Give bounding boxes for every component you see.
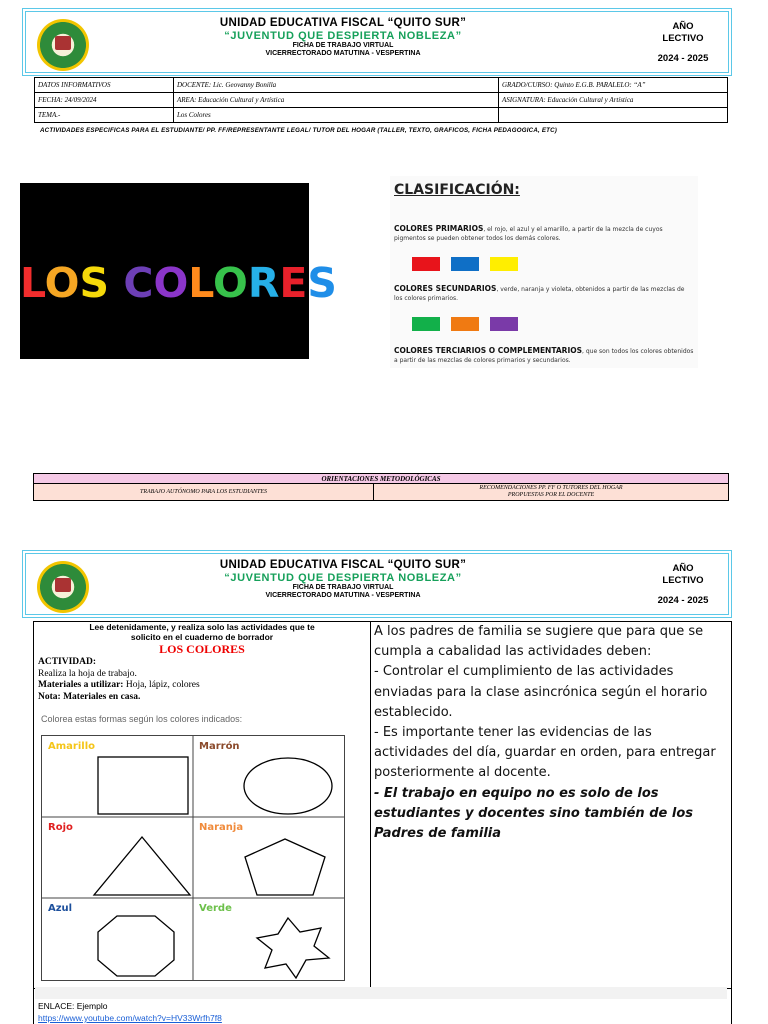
coloring-instruction: Colorea estas formas según los colores indicados: (41, 714, 243, 724)
activity-section (33, 621, 732, 989)
parent-recommendations (374, 622, 726, 844)
docente: DOCENTE: Lic. Geovanny Bonilla (174, 78, 499, 93)
banner-letter: S (307, 259, 337, 307)
link-header-bar (35, 987, 727, 999)
swatch-green (412, 317, 440, 331)
year-label-1: AÑO (672, 21, 694, 32)
banner-letter: S (79, 259, 110, 307)
recomendaciones-line-2: PROPUESTAS POR EL DOCENTE (507, 492, 595, 498)
school-motto: “JUVENTUD QUE DESPIERTA NOBLEZA” (224, 572, 462, 584)
link-label: ENLACE: Ejemplo (38, 1001, 108, 1011)
banner-letter: C (123, 259, 154, 307)
activity-title: LOS COLORES (159, 642, 245, 656)
nota: Nota: Materiales en casa. (38, 691, 141, 702)
orientaciones-title: ORIENTACIONES METODOLÓGICAS (34, 474, 729, 484)
info-table (34, 77, 728, 123)
secondary-colors-heading: COLORES SECUNDARIOS (394, 284, 497, 293)
shape-label: Amarillo (48, 741, 95, 752)
year-label-2: LECTIVO (662, 575, 704, 586)
tertiary-colors-desc: , que son todos los colores obtenidos a partir de las mezclas de colores primarios y secundarios. (394, 348, 694, 364)
recomendaciones-line-1: RECOMENDACIONES PP. FF O TUTORES DEL HOGAR (479, 485, 623, 491)
banner-letter: R (247, 259, 280, 307)
school-year: 2024 - 2025 (657, 53, 709, 64)
year-label-2: LECTIVO (662, 33, 704, 44)
link-section (33, 987, 732, 1024)
square-shape-icon (42, 736, 193, 817)
shape-label: Azul (48, 903, 73, 914)
school-year-box (653, 563, 713, 607)
triangle-shape-icon (42, 817, 193, 898)
school-header (22, 8, 732, 76)
shape-cell-star (193, 898, 344, 979)
activity-details (38, 657, 358, 703)
recomendaciones (374, 484, 729, 501)
shape-cell-square (42, 736, 193, 817)
actividad-text: Realiza la hoja de trabajo. (38, 668, 137, 679)
year-label-1: AÑO (672, 563, 694, 574)
school-logo-icon (37, 561, 89, 613)
colors-banner-title (20, 259, 337, 307)
swatch-orange (451, 317, 479, 331)
banner-letter (109, 259, 123, 307)
tertiary-colors-text (394, 346, 694, 365)
datos-informativos: DATOS INFORMATIVOS (35, 78, 174, 93)
tertiary-colors-heading: COLORES TERCIARIOS O COMPLEMENTARIOS (394, 346, 583, 355)
recommendation-intro: A los padres de familia se sugiere que para que se cumpla a cabalidad las actividades deben: (374, 624, 704, 660)
orientaciones-table (33, 473, 729, 501)
recommendation-3: - El trabajo en equipo no es solo de los estudiantes y docentes sino también de los Padres de familia (374, 785, 693, 842)
empty-cell (499, 108, 728, 123)
school-header-2 (22, 550, 732, 618)
materiales-text: Hoja, lápiz, colores (123, 680, 200, 690)
shape-cell-circle (193, 736, 344, 817)
grado-curso: GRADO/CURSO: Quinto E.G.B. PARALELO: “A” (499, 78, 728, 93)
banner-letter: E (279, 259, 308, 307)
fecha: FECHA: 24/09/2024 (35, 93, 174, 108)
secondary-colors-text (394, 284, 694, 303)
trabajo-autonomo: TRABAJO AUTÓNOMO PARA LOS ESTUDIANTES (34, 484, 374, 501)
sheet-type: FICHA DE TRABAJO VIRTUAL (292, 584, 394, 591)
asignatura: ASIGNATURA: Educación Cultural y Artística (499, 93, 728, 108)
swatch-violet (490, 317, 518, 331)
vice-rectorate: VICERRECTORADO MATUTINA - VESPERTINA (265, 50, 421, 57)
coloring-worksheet (41, 735, 345, 981)
classification-panel (390, 176, 698, 368)
youtube-link[interactable]: https://www.youtube.com/watch?v=HV33Wrfh7f8 (38, 1013, 222, 1023)
recommendation-1: - Controlar el cumplimiento de las actividades enviadas para la clase asincrónica según el horario establecido. (374, 664, 708, 720)
instructions-line-1: Lee detenidamente, y realiza solo las actividades que te (89, 622, 315, 632)
shape-label: Verde (199, 903, 232, 914)
banner-letter: L (20, 259, 45, 307)
shape-label: Marrón (199, 741, 240, 752)
tema-label: TEMA.- (35, 108, 174, 123)
instructions (34, 622, 370, 642)
instructions-line-2: solicito en el cuaderno de borrador (130, 632, 274, 642)
swatch-red (412, 257, 440, 271)
school-year: 2024 - 2025 (657, 595, 709, 606)
octagon-shape-icon (42, 898, 193, 979)
recommendation-2: - Es importante tener las evidencias de las actividades del día, guardar en orden, para entregar posteriormente al docente. (374, 725, 716, 781)
pentagon-shape-icon (193, 817, 344, 898)
actividad-label: ACTIVIDAD: (38, 657, 97, 667)
banner-letter: O (44, 259, 80, 307)
banner-letter: O (153, 259, 189, 307)
sheet-type: FICHA DE TRABAJO VIRTUAL (292, 42, 394, 49)
school-name: UNIDAD EDUCATIVA FISCAL “QUITO SUR” (219, 559, 467, 571)
activities-line: ACTIVIDADES ESPECIFICAS PARA EL ESTUDIANTE/ PP. FF/REPRESENTANTE LEGAL/ TUTOR DEL HOGAR (TALLER, TEXTO, GRAFICOS, FICHA PEDAGOGICA, ETC) (40, 127, 558, 134)
vice-rectorate: VICERRECTORADO MATUTINA - VESPERTINA (265, 592, 421, 599)
classification-title: CLASIFICACIÓN: (394, 182, 520, 198)
swatch-blue (451, 257, 479, 271)
school-year-box (653, 21, 713, 65)
secondary-colors-desc: , verde, naranja y violeta, obtenidos a partir de las mezclas de los colores primarios. (394, 286, 685, 302)
area: AREA: Educación Cultural y Artística (174, 93, 499, 108)
student-work-column (34, 622, 371, 988)
swatch-yellow (490, 257, 518, 271)
materiales-label: Materiales a utilizar: (38, 680, 124, 690)
school-name: UNIDAD EDUCATIVA FISCAL “QUITO SUR” (219, 17, 467, 29)
school-logo-icon (37, 19, 89, 71)
star-shape-icon (193, 898, 344, 979)
tema-value: Los Colores (174, 108, 499, 123)
circle-shape-icon (193, 736, 344, 817)
shape-cell-triangle (42, 817, 193, 898)
colors-banner (20, 183, 337, 359)
primary-colors-desc: , el rojo, el azul y el amarillo, a partir de la mezcla de cuyos pigmentos se pueden obtener todos los demás colores. (394, 226, 663, 242)
shape-label: Rojo (48, 822, 73, 833)
shape-label: Naranja (199, 822, 244, 833)
shape-cell-pentagon (193, 817, 344, 898)
school-motto: “JUVENTUD QUE DESPIERTA NOBLEZA” (224, 30, 462, 42)
shape-cell-octagon (42, 898, 193, 979)
banner-letter: L (188, 259, 213, 307)
materiales-line (38, 680, 358, 692)
primary-colors-heading: COLORES PRIMARIOS (394, 224, 484, 233)
primary-colors-text (394, 224, 694, 243)
banner-letter: O (212, 259, 248, 307)
